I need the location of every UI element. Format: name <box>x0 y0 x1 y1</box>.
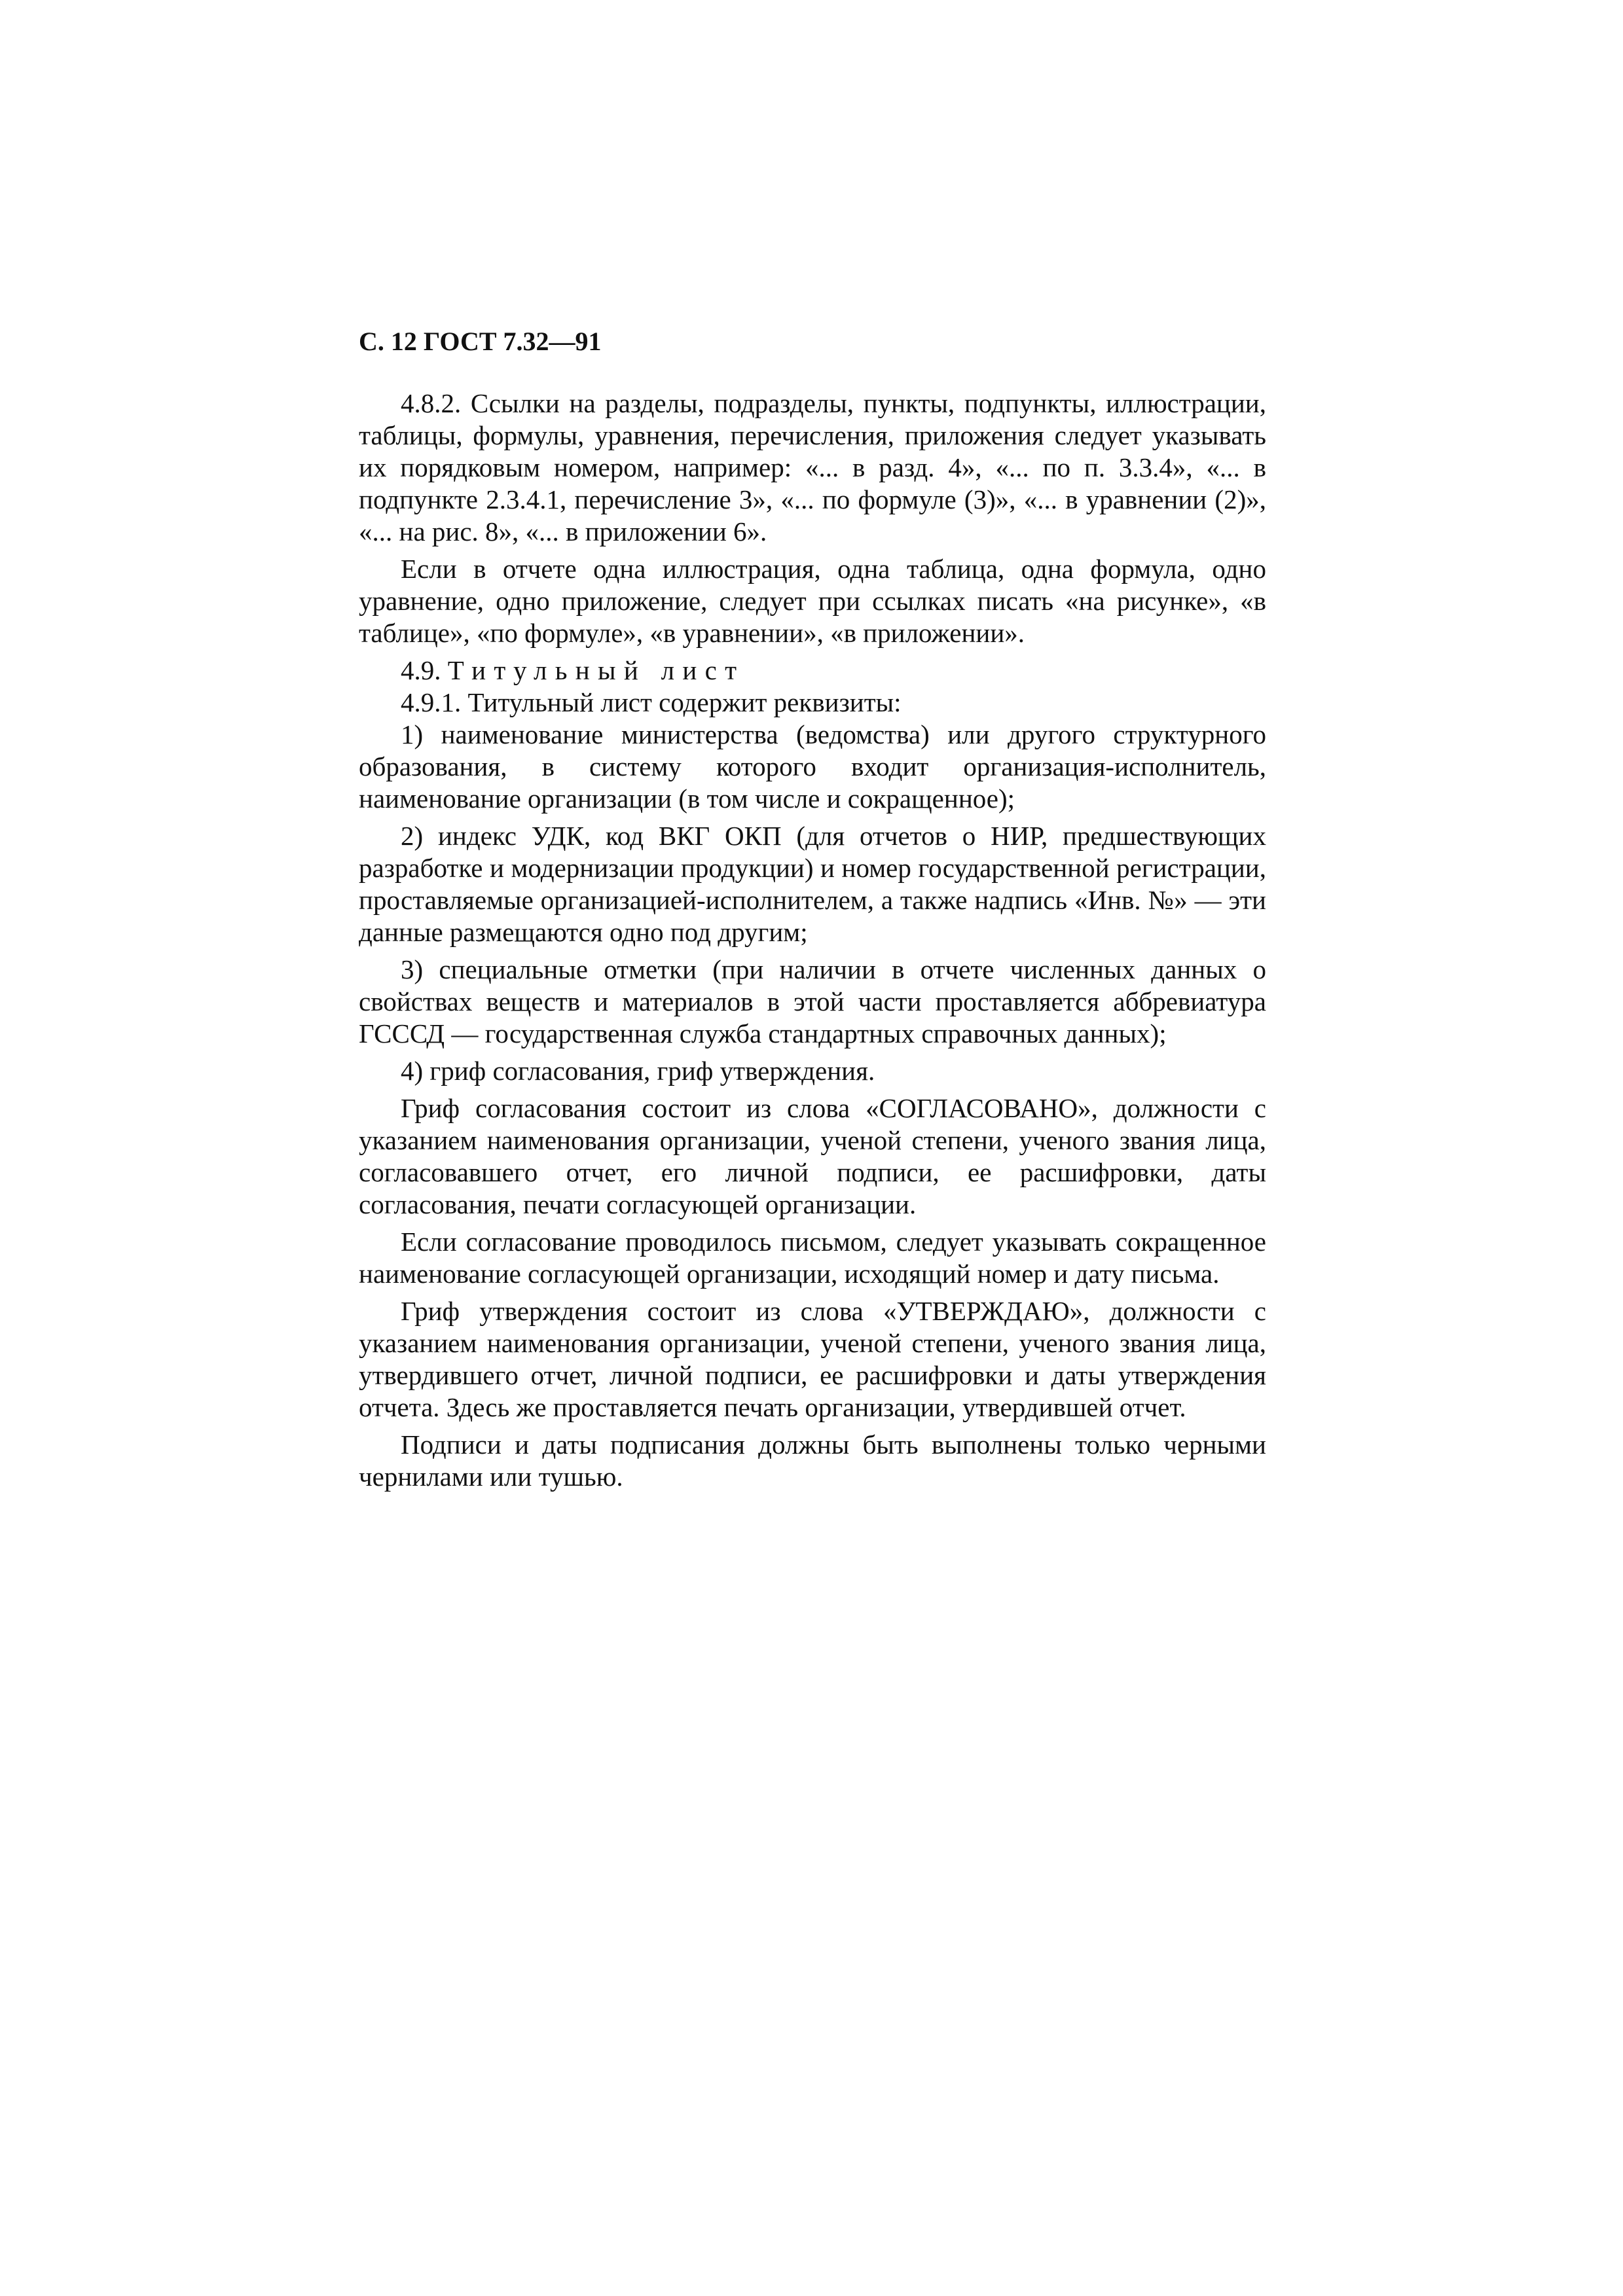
section-title: Титульный лист <box>447 655 745 685</box>
section-number: 4.9. <box>401 655 441 685</box>
paragraph-4-9-1: 4.9.1. Титульный лист содержит реквизиты: <box>401 687 902 717</box>
section-heading-4-9 <box>359 655 1266 687</box>
list-item-4: 4) гриф согласования, гриф утверждения. <box>401 1056 875 1086</box>
paragraph-signatures: Подписи и даты подписания должны быть выполнены только черными чернилами или тушью. <box>359 1429 1266 1492</box>
page-header: С. 12 ГОСТ 7.32—91 <box>359 327 602 356</box>
list-item-2: 2) индекс УДК, код ВКГ ОКП (для отчетов о НИР, предшествующих разработке и модернизации продукции) и номер государственной регистрации, проставляемые организацией-исполнителем, а также надпись «Инв. №» — эти данные размещаются одно под другим; <box>359 821 1266 947</box>
list-item-1: 1) наименование министерства (ведомства) или другого структурного образования, в систему которого входит организация-исполнитель, наименование организации (в том числе и сокращенное); <box>359 719 1266 814</box>
paragraph-single-references: Если в отчете одна иллюстрация, одна таблица, одна формула, одно уравнение, одно приложение, следует при ссылках писать «на рисунке», «в таблице», «по формуле», «в уравнении», «в приложении». <box>359 554 1266 648</box>
paragraph-confirmation-stamp: Гриф утверждения состоит из слова «УТВЕРЖДАЮ», должности с указанием наименования организации, ученой степени, ученого звания лица, утвердившего отчет, личной подписи, ее расшифровки и даты утверждения отчета. Здесь же проставляется печать организации, утвердившей отчет. <box>359 1296 1266 1422</box>
paragraph-4-8-2: 4.8.2. Ссылки на разделы, подразделы, пункты, подпункты, иллюстрации, таблицы, формулы, уравнения, перечисления, приложения следует указывать их порядковым номером, например: «... в разд. 4», «... по п. 3.3.4», «... в подпункте 2.3.4.1, перечисление 3», «... по формуле (3)», «... в уравнении (2)», «... на рис. 8», «... в приложении 6». <box>359 388 1266 547</box>
document-body <box>359 387 1266 1498</box>
paragraph-approval-stamp: Гриф согласования состоит из слова «СОГЛАСОВАНО», должности с указанием наименования организации, ученой степени, ученого звания лица, согласовавшего отчет, его личной подписи, ее расшифровки, даты согласования, печати согласующей организации. <box>359 1093 1266 1219</box>
paragraph-approval-by-letter: Если согласование проводилось письмом, следует указывать сокращенное наименование согласующей организации, исходящий номер и дату письма. <box>359 1227 1266 1289</box>
list-item-3: 3) специальные отметки (при наличии в отчете численных данных о свойствах веществ и материалов в этой части проставляется аббревиатура ГСССД — государственная служба стандартных справочных данных); <box>359 954 1266 1049</box>
